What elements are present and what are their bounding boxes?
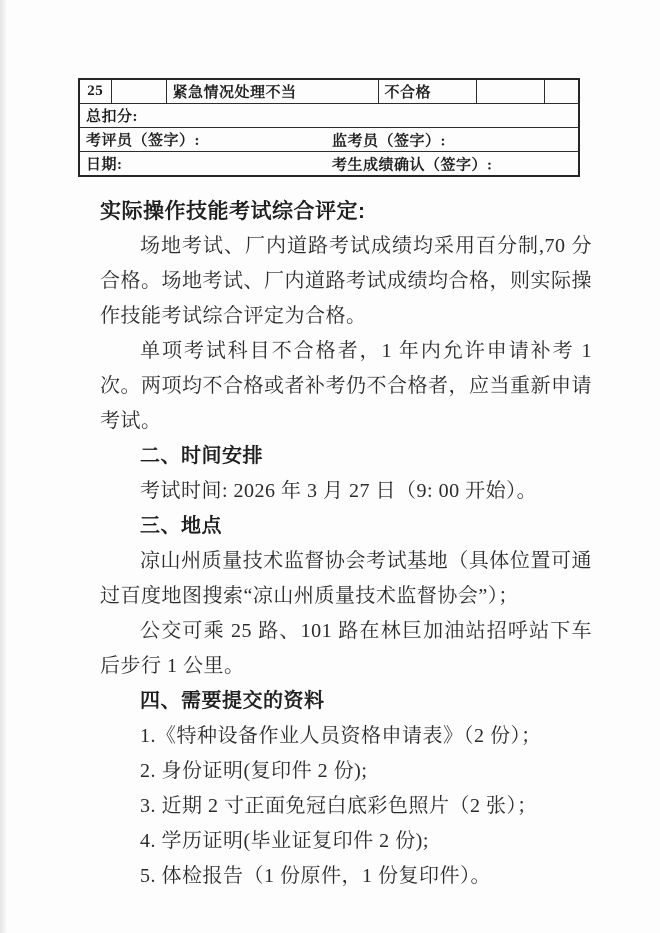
empty-cell xyxy=(476,79,544,104)
item-description-cell: 紧急情况处理不当 xyxy=(166,79,378,104)
date-label: 日期: xyxy=(86,157,123,173)
overall-evaluation-heading: 实际操作技能考试综合评定: xyxy=(100,200,366,223)
paragraph-retake-rule: 单项考试科目不合格者，1 年内允许申请补考 1 次。两项均不合格或者补考仍不合格者，应当重新申请考试。 xyxy=(100,340,592,432)
table-row-item-25 xyxy=(79,79,579,104)
section-heading-location: 三、地点 xyxy=(140,515,222,537)
paragraph-scoring-rule: 场地考试、厂内道路考试成绩均采用百分制,70 分合格。场地考试、厂内道路考试成绩均合格，则实际操作技能考试综合评定为合格。 xyxy=(100,235,592,327)
paragraph-location: 凉山州质量技术监督协会考试基地（具体位置可通过百度地图搜索“凉山州质量技术监督协会”）； xyxy=(100,550,592,607)
exam-score-table xyxy=(78,78,580,177)
paragraph-bus-directions: 公交可乘 25 路、101 路在林巨加油站招呼站下车后步行 1 公里。 xyxy=(100,620,592,677)
list-item-photos: 3. 近期 2 寸正面免冠白底彩色照片（2 张）； xyxy=(140,795,538,817)
total-deduction-cell: 总扣分: xyxy=(79,104,579,128)
examiner-signature-label: 考评员（签字）: xyxy=(86,133,200,149)
list-item-application-form: 1.《特种设备作业人员资格申请表》（2 份）； xyxy=(140,725,542,747)
invigilator-signature-label: 监考员（签字）: xyxy=(332,133,446,149)
empty-cell xyxy=(544,79,579,104)
paragraph-exam-time: 考试时间: 2026 年 3 月 27 日（9: 00 开始）。 xyxy=(140,480,538,502)
table-row-total-deduction xyxy=(79,104,579,128)
section-heading-schedule: 二、时间安排 xyxy=(140,445,263,467)
section-heading-materials: 四、需要提交的资料 xyxy=(140,690,325,712)
candidate-confirm-label: 考生成绩确认（签字）: xyxy=(332,157,493,173)
empty-cell xyxy=(111,79,166,104)
signature-cell xyxy=(79,128,579,152)
document-body xyxy=(100,194,592,894)
list-item-education-proof: 4. 学历证明(毕业证复印件 2 份); xyxy=(140,830,429,852)
table-row-signatures xyxy=(79,128,579,152)
list-item-id-proof: 2. 身份证明(复印件 2 份); xyxy=(140,760,368,782)
table-row-date xyxy=(79,152,579,177)
item-number-cell: 25 xyxy=(79,79,111,104)
list-item-medical-report: 5. 体检报告（1 份原件，1 份复印件）。 xyxy=(140,865,491,887)
date-cell xyxy=(79,152,579,177)
item-result-cell: 不合格 xyxy=(378,79,476,104)
